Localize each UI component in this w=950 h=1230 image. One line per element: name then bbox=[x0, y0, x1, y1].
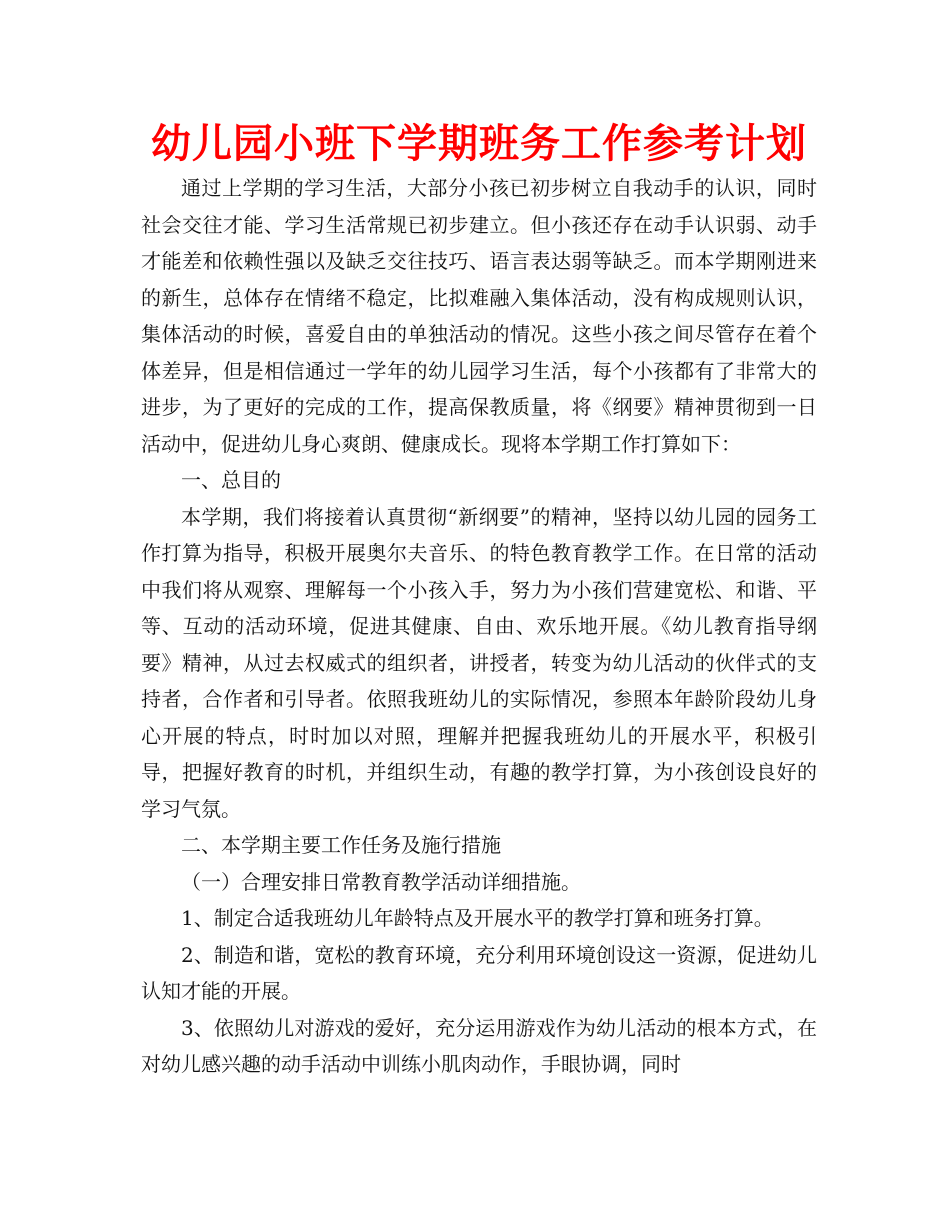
document-title: 幼儿园小班下学期班务工作参考计划 bbox=[151, 121, 807, 167]
paragraph-intro: 通过上学期的学习生活，大部分小孩已初步树立自我动手的认识，同时社会交往才能、学习生活常规已初步建立。但小孩还存在动手认识弱、动手才能差和依赖性强以及缺乏交往技巧、语言表达弱等缺乏。而本学期刚进来的新生，总体存在情绪不稳定，比拟难融入集体活动，没有构成规则认识，集体活动的时候，喜爱自由的单独活动的情况。这些小孩之间尽管存在着个体差异，但是相信通过一学年的幼儿园学习生活，每个小孩都有了非常大的进步，为了更好的完成的工作，提高保教质量，将《纲要》精神贯彻到一日活动中，促进幼儿身心爽朗、健康成长。现将本学期工作打算如下： bbox=[141, 176, 817, 456]
section-heading-main-tasks: 二、本学期主要工作任务及施行措施 bbox=[181, 833, 501, 857]
list-item-3: 3、依照幼儿对游戏的爱好，充分运用游戏作为幼儿活动的根本方式，在对幼儿感兴趣的动手活动中训练小肌肉动作，手眼协调，同时 bbox=[141, 1015, 817, 1076]
list-item-2: 2、制造和谐，宽松的教育环境，充分利用环境创设这一资源，促进幼儿认知才能的开展。 bbox=[141, 942, 817, 1003]
document-body bbox=[141, 170, 817, 1083]
list-item-1: 1、制定合适我班幼儿年龄特点及开展水平的教学打算和班务打算。 bbox=[181, 906, 774, 930]
section-heading-general-goal: 一、总目的 bbox=[181, 468, 281, 492]
paragraph-general-goal: 本学期，我们将接着认真贯彻“新纲要”的精神，坚持以幼儿园的园务工作打算为指导，积极开展奥尔夫音乐、的特色教育教学工作。在日常的活动中我们将从观察、理解每一个小孩入手，努力为小孩们营建宽松、和谐、平等、互动的活动环境，促进其健康、自由、欢乐地开展。《幼儿教育指导纲要》精神，从过去权威式的组织者，讲授者，转变为幼儿活动的伙伴式的支持者，合作者和引导者。依照我班幼儿的实际情况，参照本年龄阶段幼儿身心开展的特点，时时加以对照，理解并把握我班幼儿的开展水平，积极引导，把握好教育的时机，并组织生动，有趣的教学打算，为小孩创设良好的学习气氛。 bbox=[141, 504, 817, 821]
document-page bbox=[141, 118, 817, 1083]
subsection-heading-daily-activities: （一）合理安排日常教育教学活动详细措施。 bbox=[181, 869, 581, 894]
